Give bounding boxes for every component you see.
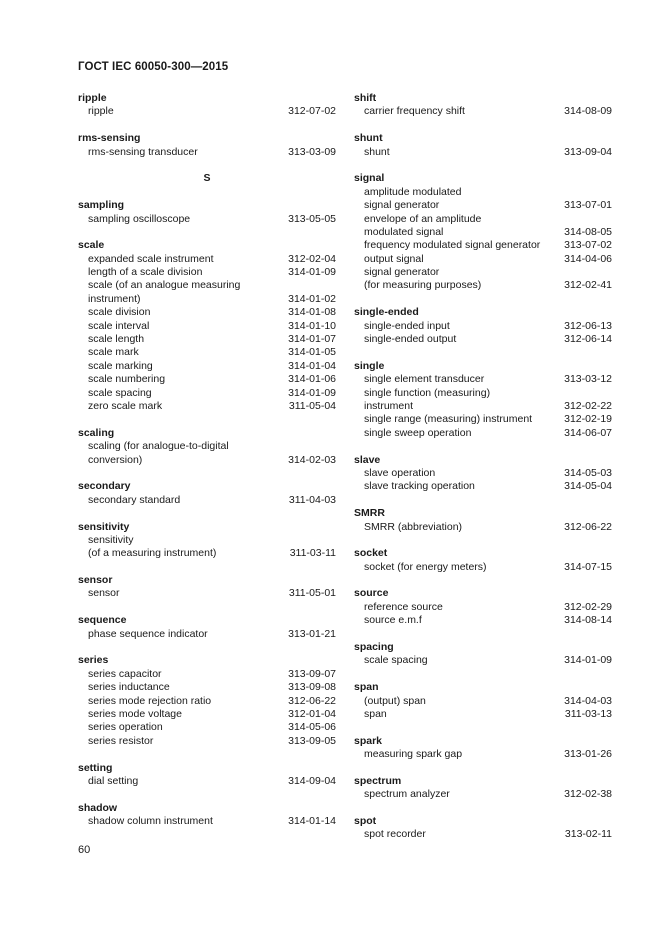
index-entry [354,172,612,293]
index-term: sensor [88,587,120,600]
index-term: single element transducer [364,373,485,386]
index-entry [78,480,336,507]
index-code: 314-09-04 [288,774,336,787]
index-code: 313-05-05 [288,212,336,225]
index-term-row [78,306,336,319]
index-term-row [78,360,336,373]
index-term-row [354,373,612,386]
index-term-row [354,695,612,708]
index-term-row [354,213,612,226]
index-code: 313-01-26 [564,748,612,761]
index-code: 312-02-29 [564,600,612,613]
index-entry [354,641,612,668]
index-heading: series [78,654,109,667]
index-term-row [354,320,612,333]
index-code: 313-09-08 [288,681,336,694]
index-term-row [78,735,336,748]
index-term-row [354,146,612,159]
index-term: envelope of an amplitude [364,212,482,225]
index-code: 312-06-14 [564,333,612,346]
index-entry [78,239,336,413]
index-entry [354,132,612,159]
index-entry [78,614,336,641]
index-term-row [354,279,612,292]
index-code: 314-04-03 [564,694,612,707]
index-heading: rms-sensing [78,132,141,145]
index-heading: sampling [78,199,125,212]
index-term-row [78,440,336,453]
index-entry [354,306,612,346]
index-term-row [78,587,336,600]
index-term-row [354,788,612,801]
index-term: signal generator [364,266,440,279]
index-term-row [354,480,612,493]
index-heading: SMRR [354,507,385,520]
index-entry [354,454,612,494]
index-heading: spot [354,815,377,828]
index-term-row [78,534,336,547]
index-term: series inductance [88,681,170,694]
index-heading: sensitivity [78,520,130,533]
index-entry [78,574,336,601]
index-term-row [354,333,612,346]
index-heading: shadow [78,801,118,814]
index-term: slave tracking operation [364,480,475,493]
index-term-row [78,628,336,641]
index-term-row [78,547,336,560]
index-term-row [354,239,612,252]
index-code: 314-05-03 [564,466,612,479]
index-term-row [78,775,336,788]
index-term: output signal [364,252,424,265]
index-term: dial setting [88,774,139,787]
index-term-row [78,454,336,467]
index-code: 312-06-13 [564,319,612,332]
index-heading: scaling [78,426,115,439]
index-term-row [354,199,612,212]
index-term-row [354,561,612,574]
section-letter: S [203,172,211,185]
index-heading: signal [354,172,385,185]
index-term-row [78,105,336,118]
index-term-row [354,105,612,118]
index-term: socket (for energy meters) [364,560,487,573]
index-term: scale marking [88,359,153,372]
index-entry [354,507,612,534]
index-term: conversion) [88,453,143,466]
index-code: 312-01-04 [288,707,336,720]
index-term-row [78,333,336,346]
index-code: 314-01-08 [288,306,336,319]
index-heading: sensor [78,574,113,587]
index-code: 314-02-03 [288,453,336,466]
index-term: secondary standard [88,493,181,506]
index-term: single-ended output [364,333,457,346]
page-number: 60 [78,844,91,856]
index-term-row [78,279,336,292]
index-term-row [354,828,612,841]
index-term: spot recorder [364,828,426,841]
index-term: ripple [88,105,114,118]
index-entry [354,775,612,802]
index-code: 312-02-04 [288,252,336,265]
index-term-row [354,387,612,400]
document-header: ГОСТ IEC 60050-300—2015 [78,61,229,73]
index-term-row [78,400,336,413]
index-term: scale (of an analogue measuring [88,279,241,292]
index-term-row [354,427,612,440]
index-term-row [78,146,336,159]
index-term-row [78,708,336,721]
index-term: series capacitor [88,667,162,680]
index-code: 313-02-11 [564,828,612,841]
index-term-row [354,601,612,614]
index-term-row [354,400,612,413]
index-term: span [364,707,387,720]
index-term: sensitivity [88,533,134,546]
index-term: shunt [364,145,390,158]
index-entry [78,427,336,467]
index-heading: setting [78,761,113,774]
index-entry [354,360,612,440]
index-entry [354,815,612,842]
index-term-row [354,521,612,534]
index-code: 314-01-07 [288,333,336,346]
index-term-row [78,253,336,266]
index-term: length of a scale division [88,266,203,279]
index-code: 311-05-01 [288,587,336,600]
index-term: slave operation [364,466,436,479]
index-code: 312-02-19 [564,413,612,426]
index-term: frequency modulated signal generator [364,239,541,252]
index-code: 313-09-07 [288,667,336,680]
index-code: 314-01-09 [288,266,336,279]
index-code: 312-06-22 [564,520,612,533]
index-heading: spectrum [354,774,402,787]
index-term: measuring spark gap [364,748,463,761]
index-entry [78,92,336,119]
index-code: 314-07-15 [564,560,612,573]
index-entry [78,802,336,829]
index-term-row [78,387,336,400]
index-code: 311-03-11 [289,547,336,560]
index-term-row [354,614,612,627]
index-code: 314-06-07 [564,426,612,439]
index-code: 311-04-03 [288,493,336,506]
index-term: spectrum analyzer [364,788,450,801]
index-code: 314-01-09 [288,386,336,399]
index-term-row [78,668,336,681]
index-code: 313-07-02 [564,239,612,252]
index-term: phase sequence indicator [88,627,208,640]
index-term: series mode rejection ratio [88,694,212,707]
index-code: 312-02-38 [564,788,612,801]
index-term: source e.m.f [364,614,422,627]
index-code: 314-01-06 [288,373,336,386]
index-term: instrument [364,399,414,412]
index-term-row [78,695,336,708]
index-term-row [78,293,336,306]
index-term: modulated signal [364,225,444,238]
index-code: 313-01-21 [288,627,336,640]
index-entry [354,735,612,762]
index-term-row [78,213,336,226]
index-code: 313-09-05 [288,734,336,747]
index-code: 314-01-09 [564,654,612,667]
index-term-row [78,320,336,333]
index-term: expanded scale instrument [88,252,214,265]
index-heading: spacing [354,641,394,654]
index-term-row [78,266,336,279]
index-code: 314-01-05 [288,346,336,359]
index-code: 311-05-04 [288,399,336,412]
index-heading: slave [354,453,381,466]
index-term-row [354,226,612,239]
index-entry [78,521,336,561]
index-term: scaling (for analogue-to-digital [88,440,229,453]
index-heading: sequence [78,614,127,627]
index-term: (for measuring purposes) [364,279,482,292]
index-term: signal generator [364,199,440,212]
index-term: scale interval [88,319,150,332]
index-term: instrument) [88,292,141,305]
index-code: 312-02-41 [564,279,612,292]
index-heading: ripple [78,92,107,104]
index-term: rms-sensing transducer [88,145,198,158]
index-entry [78,762,336,789]
index-term: scale length [88,333,145,346]
index-entry [354,92,612,119]
index-term: scale spacing [364,654,428,667]
index-term: SMRR (abbreviation) [364,520,463,533]
index-term-row [78,815,336,828]
index-code: 312-07-02 [288,105,336,118]
index-term: (of a measuring instrument) [88,547,217,560]
index-code: 314-08-09 [564,105,612,118]
index-column-left [78,92,336,842]
index-code: 314-01-04 [288,359,336,372]
index-term-row [78,346,336,359]
index-term: sampling oscilloscope [88,212,191,225]
index-term: scale division [88,306,151,319]
index-term: scale numbering [88,373,166,386]
index-term-row [78,373,336,386]
index-code: 312-02-22 [564,399,612,412]
index-code: 314-05-04 [564,480,612,493]
index-heading: scale [78,239,105,252]
index-term: single-ended input [364,319,450,332]
index-code: 314-08-14 [564,614,612,627]
index-term: scale spacing [88,386,152,399]
index-term: series mode voltage [88,707,182,720]
index-heading: spark [354,734,383,747]
index-heading: single-ended [354,306,419,319]
index-code: 313-03-12 [564,373,612,386]
index-term-row [354,467,612,480]
index-term-row [354,654,612,667]
index-code: 311-03-13 [564,707,612,720]
index-term: (output) span [364,694,426,707]
index-term: carrier frequency shift [364,105,465,118]
index-code: 314-08-05 [564,225,612,238]
index-heading: secondary [78,480,131,493]
index-term: series resistor [88,734,154,747]
index-term-row [354,708,612,721]
index-term: shadow column instrument [88,815,213,828]
index-term: series operation [88,721,163,734]
index-heading: shunt [354,132,383,145]
index-entry [354,681,612,721]
index-term: zero scale mark [88,399,163,412]
index-code: 314-04-06 [564,252,612,265]
index-term-row [354,186,612,199]
index-term-row [354,748,612,761]
index-term: amplitude modulated [364,185,462,198]
index-term-row [354,266,612,279]
index-term: single function (measuring) [364,386,491,399]
index-term: reference source [364,600,443,613]
index-heading: socket [354,547,388,560]
index-term: single sweep operation [364,426,472,439]
index-code: 314-01-02 [288,292,336,305]
index-heading: single [354,359,385,372]
index-heading: source [354,587,389,600]
index-code: 313-03-09 [288,145,336,158]
index-code: 314-05-06 [288,721,336,734]
index-entry [78,199,336,226]
index-code: 314-01-14 [288,815,336,828]
index-column-right [354,92,612,855]
index-term-row [354,413,612,426]
index-term: scale mark [88,346,139,359]
index-code: 312-06-22 [288,694,336,707]
index-code: 314-01-10 [288,319,336,332]
index-term-row [78,681,336,694]
index-entry [78,132,336,159]
index-term: single range (measuring) instrument [364,413,533,426]
index-term-row [78,494,336,507]
index-entry [78,654,336,748]
index-entry [354,547,612,574]
index-code: 313-09-04 [564,145,612,158]
index-entry [354,587,612,627]
index-heading: shift [354,92,377,104]
index-term-row [354,253,612,266]
index-code: 313-07-01 [564,199,612,212]
index-term-row [78,721,336,734]
index-heading: span [354,681,379,694]
